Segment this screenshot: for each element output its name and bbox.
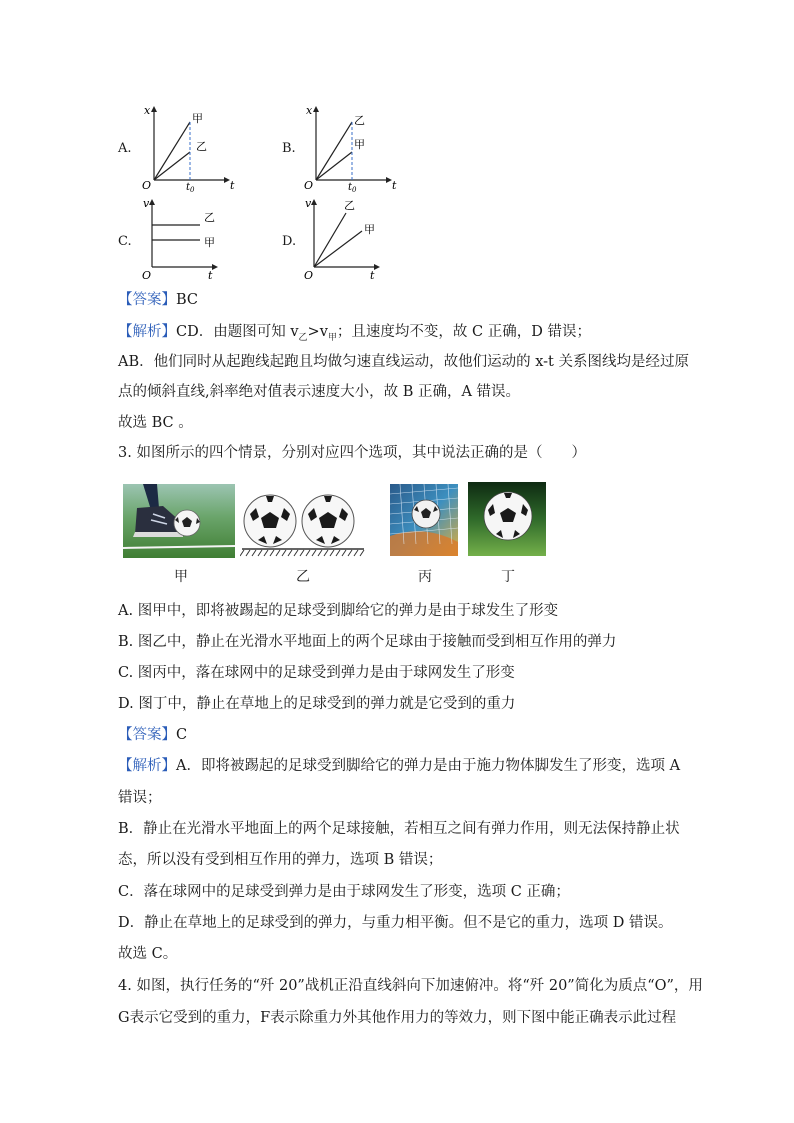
curve-label-yi: 乙: [196, 140, 207, 153]
soccer-ball-right: [302, 495, 354, 547]
curve-label-jia: 甲: [192, 112, 203, 125]
answer-tag: 【答案】: [118, 292, 176, 308]
soccer-ball-left: [244, 495, 296, 547]
axis-x-label: x: [144, 104, 151, 117]
origin-label: O: [142, 179, 152, 192]
origin-label: O: [304, 179, 314, 192]
analysis-text: ；且速度均不变，故 C 正确，D 错误；: [336, 324, 591, 340]
image-bing-ball-in-net: [390, 484, 458, 556]
q3-analysis-5: C．落在球网中的足球受到弹力是由于球网发生了形变，选项 C 正确；: [118, 884, 570, 900]
axis-t-label: t: [392, 179, 397, 192]
curve-label-yi: 乙: [344, 199, 355, 212]
q3-analysis-1: [118, 756, 680, 776]
curve-label-yi: 乙: [204, 211, 215, 224]
q3-analysis-6: D．静止在草地上的足球受到的弹力，与重力相平衡。但不是它的重力，选项 D 错误。: [118, 915, 673, 931]
curve-label-yi: 乙: [354, 114, 365, 127]
analysis-text: >v: [307, 324, 328, 340]
t0-label: $t_0$: [186, 182, 195, 192]
caption-ding: 丁: [501, 569, 515, 585]
q2-analysis-p3: 点的倾斜直线,斜率绝对值表示速度大小，故 B 正确，A 错误。: [118, 384, 521, 400]
curve-label-jia: 甲: [364, 223, 375, 236]
caption-yi: 乙: [296, 569, 310, 585]
t0-label: $t_0$: [348, 182, 357, 192]
graph-d: [302, 195, 402, 283]
q3-option-d: D. 图丁中，静止在草地上的足球受到的弹力就是它受到的重力: [118, 696, 516, 712]
analysis-text: A．即将被踢起的足球受到脚给它的弹力是由于施力物体脚发生了形变，选项 A: [176, 758, 681, 774]
q3-conclusion: 故选 C。: [118, 946, 178, 962]
analysis-tag: 【解析】: [118, 324, 176, 340]
q2-analysis-p2: AB．他们同时从起跑线起跑且均做匀速直线运动，故他们运动的 x-t 关系图线均是经过原: [118, 354, 689, 370]
q3-option-a: A. 图甲中，即将被踢起的足球受到脚给它的弹力是由于球发生了形变: [118, 603, 559, 619]
q3-answer: [118, 725, 187, 745]
option-a-label: A.: [118, 141, 132, 156]
axis-v-label: v: [305, 197, 312, 210]
option-c-label: C.: [118, 234, 132, 249]
origin-label: O: [142, 269, 152, 282]
answer-tag: 【答案】: [118, 727, 176, 743]
analysis-tag: 【解析】: [118, 758, 176, 774]
subscript: 乙: [298, 332, 308, 343]
graph-c: [140, 195, 240, 283]
image-yi-two-balls: [240, 490, 370, 560]
image-jia-kick: [123, 484, 235, 558]
q4-stem-line1: 4. 如图，执行任务的“歼 20”战机正沿直线斜向下加速俯冲。将“歼 20”简化为质点“O”，用: [118, 978, 703, 994]
q3-analysis-2: 错误；: [118, 790, 162, 806]
axis-t-label: t: [370, 269, 375, 282]
caption-bing: 丙: [418, 569, 432, 585]
origin-label: O: [304, 269, 314, 282]
q3-option-c: C. 图丙中，落在球网中的足球受到弹力是由于球网发生了形变: [118, 665, 515, 681]
graph-b: [302, 100, 402, 192]
option-b-label: B.: [282, 141, 296, 156]
analysis-text: CD．由题图可知 v: [176, 324, 299, 340]
q3-option-b: B. 图乙中，静止在光滑水平地面上的两个足球由于接触而受到相互作用的弹力: [118, 634, 617, 650]
answer-value: BC: [176, 292, 199, 308]
q3-stem: 3. 如图所示的四个情景，分别对应四个选项，其中说法正确的是（ ）: [118, 445, 586, 461]
subscript: 甲: [327, 332, 337, 343]
q4-stem-line2: G表示它受到的重力，F表示除重力外其他作用力的等效力，则下图中能正确表示此过程: [118, 1010, 677, 1026]
axis-x-label: x: [306, 104, 313, 117]
axis-t-label: t: [230, 179, 235, 192]
q2-conclusion: 故选 BC 。: [118, 415, 193, 431]
image-ding-ball-on-grass: [468, 482, 546, 556]
q3-analysis-3: B．静止在光滑水平地面上的两个足球接触，若相互之间有弹力作用，则无法保持静止状: [118, 821, 680, 837]
caption-jia: 甲: [174, 569, 188, 585]
curve-label-jia: 甲: [204, 236, 215, 249]
axis-v-label: v: [143, 197, 150, 210]
q3-analysis-4: 态，所以没有受到相互作用的弹力，选项 B 错误；: [118, 852, 443, 868]
curve-label-jia: 甲: [354, 138, 365, 151]
q2-answer: [118, 290, 198, 310]
q2-analysis-p1: [118, 322, 591, 348]
answer-value: C: [176, 727, 188, 743]
graph-a: [140, 100, 240, 192]
axis-t-label: t: [208, 269, 213, 282]
option-d-label: D.: [282, 234, 297, 249]
